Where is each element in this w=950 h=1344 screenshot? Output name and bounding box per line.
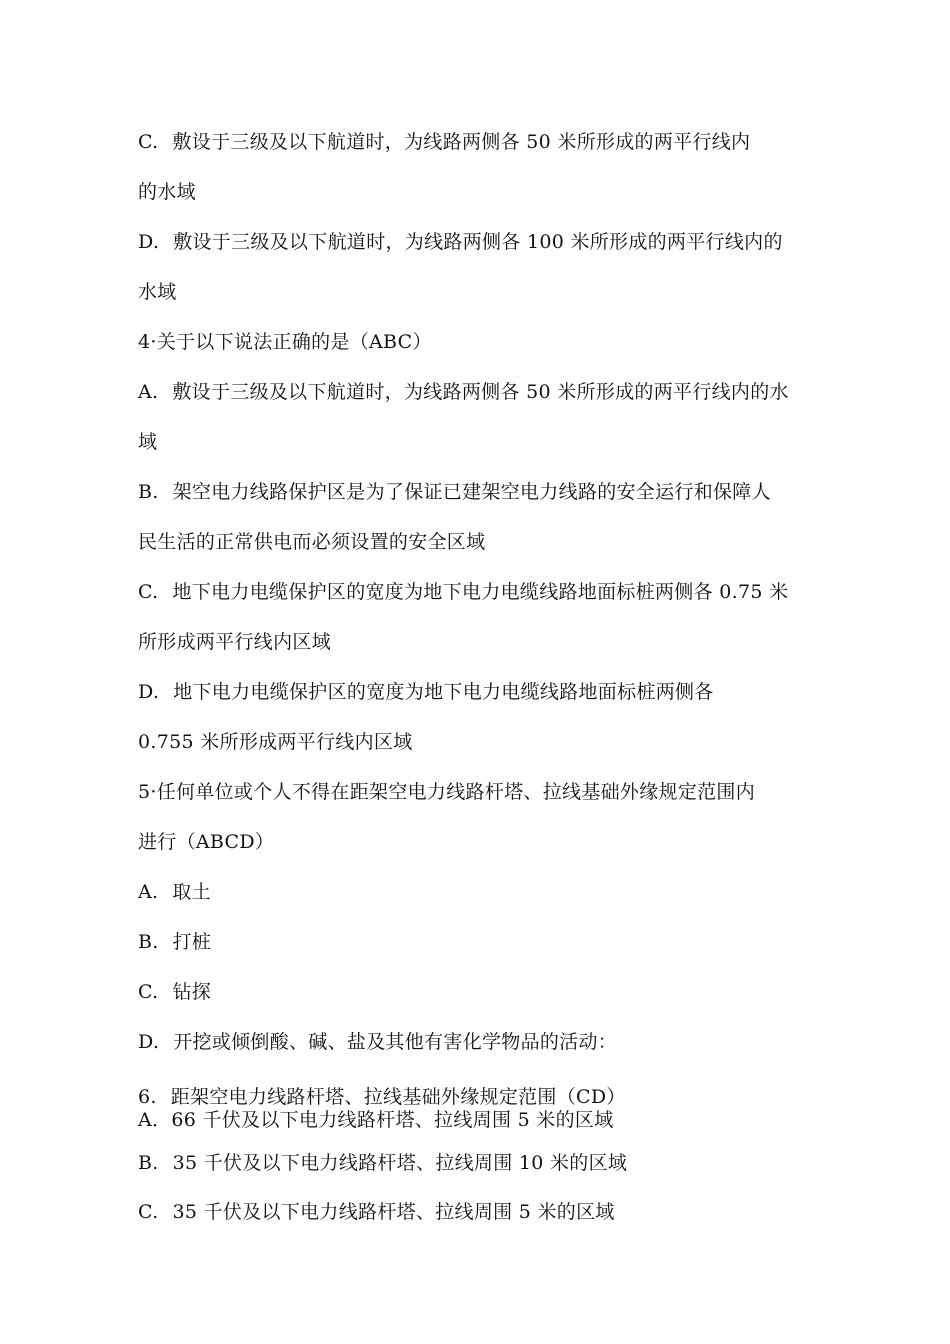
option-text: 打桩 [172, 931, 212, 953]
question-5-line2: 进行（ABCD） [138, 831, 275, 853]
q6-option-a: A．66 千伏及以下电力线路杆塔、拉线周围 5 米的区域 [138, 1109, 614, 1131]
option-label: C. [138, 1201, 159, 1223]
option-label: D. [138, 681, 160, 703]
option-text: 钻探 [172, 981, 212, 1003]
option-label: D. [138, 231, 160, 253]
q6-option-c [138, 1200, 615, 1224]
option-text: 敷设于三级及以下航道时，为线路两侧各 50 米所形成的两平行线内 [172, 131, 751, 153]
option-text: 开挖或倾倒酸、碱、盐及其他有害化学物品的活动： [173, 1031, 618, 1053]
q4-option-c-line1 [138, 580, 788, 604]
option-label: B. [138, 481, 159, 503]
q6-option-b [138, 1151, 627, 1175]
q5-option-c [138, 980, 211, 1004]
q5-option-d [138, 1030, 617, 1054]
q4-option-d-line2: 0.755 米所形成两平行线内区域 [138, 731, 413, 753]
option-text: 敷设于三级及以下航道时，为线路两侧各 100 米所形成的两平行线内的 [173, 231, 783, 253]
q5-option-b [138, 930, 211, 954]
option-label: B. [138, 1152, 159, 1174]
option-text: 取土 [172, 881, 211, 903]
option-text: 敷设于三级及以下航道时，为线路两侧各 50 米所形成的两平行线内的水 [172, 381, 789, 403]
option-text: 35 千伏及以下电力线路杆塔、拉线周围 5 米的区域 [172, 1201, 615, 1223]
q5-option-a [138, 880, 211, 904]
question-4: 4·关于以下说法正确的是（ABC） [138, 331, 432, 353]
question-6 [138, 1085, 626, 1109]
option-c-line2: 的水域 [138, 181, 196, 203]
option-d-line2: 水域 [138, 281, 177, 303]
option-text: 地下电力电缆保护区的宽度为地下电力电缆线路地面标桩两侧各 [173, 681, 714, 703]
q4-option-d-line1 [138, 680, 714, 704]
question-number: 6. [138, 1086, 157, 1108]
option-c-line1 [138, 130, 750, 154]
option-label: B. [138, 931, 159, 953]
option-d-line1 [138, 230, 783, 254]
option-label: A. [138, 381, 159, 403]
option-label: D. [138, 1031, 160, 1053]
q4-option-b-line2: 民生活的正常供电而必须设置的安全区域 [138, 531, 486, 553]
option-label: A. [138, 881, 159, 903]
q4-option-b-line1 [138, 480, 771, 504]
option-text: 35 千伏及以下电力线路杆塔、拉线周围 10 米的区域 [172, 1152, 628, 1174]
q4-option-a-line1 [138, 380, 789, 404]
question-text: 距架空电力线路杆塔、拉线基础外缘规定范围（CD） [170, 1086, 626, 1108]
option-label: C. [138, 581, 159, 603]
option-text: 地下电力电缆保护区的宽度为地下电力电缆线路地面标桩两侧各 0.75 米 [172, 581, 789, 603]
option-label: C. [138, 131, 159, 153]
option-text: 架空电力线路保护区是为了保证已建架空电力线路的安全运行和保障人 [172, 481, 771, 503]
q4-option-c-line2: 所形成两平行线内区域 [138, 631, 332, 653]
q4-option-a-line2: 域 [138, 431, 158, 453]
option-label: C. [138, 981, 159, 1003]
question-5-line1: 5·任何单位或个人不得在距架空电力线路杆塔、拉线基础外缘规定范围内 [138, 781, 756, 803]
